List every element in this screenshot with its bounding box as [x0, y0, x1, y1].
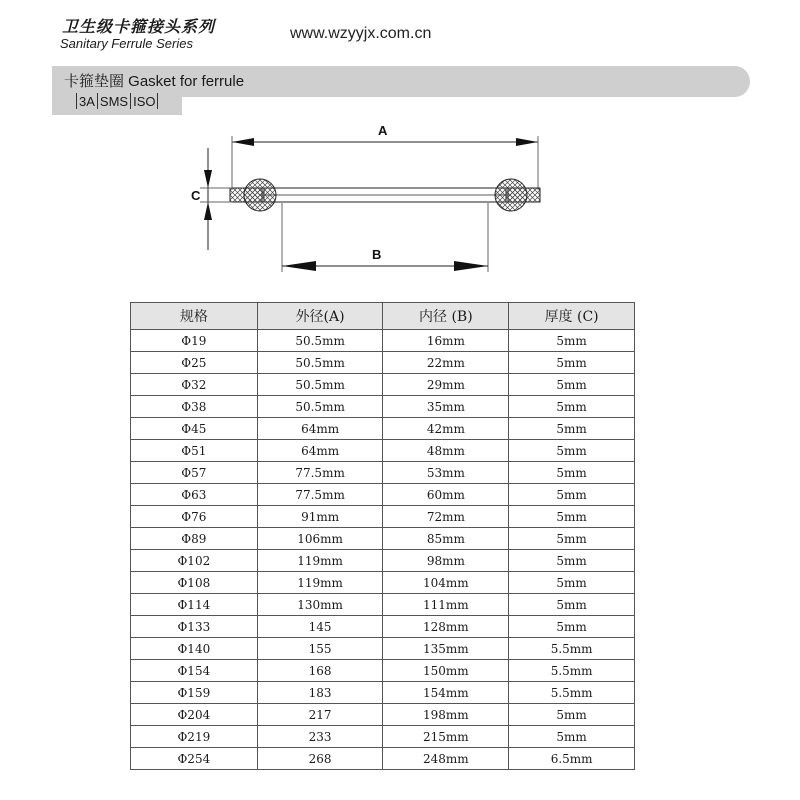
- cell-thickness: 5mm: [509, 594, 635, 616]
- cell-thickness: 5mm: [509, 550, 635, 572]
- cell-thickness: 5mm: [509, 484, 635, 506]
- cell-outer-diameter: 183: [257, 682, 383, 704]
- cell-inner-diameter: 150mm: [383, 660, 509, 682]
- cell-outer-diameter: 130mm: [257, 594, 383, 616]
- standard-iso: ISO: [133, 94, 156, 109]
- cell-thickness: 5mm: [509, 704, 635, 726]
- cell-outer-diameter: 217: [257, 704, 383, 726]
- cell-inner-diameter: 60mm: [383, 484, 509, 506]
- table-row: [131, 638, 635, 660]
- cell-thickness: 5mm: [509, 418, 635, 440]
- header-outer-diameter: 外径(A): [257, 303, 383, 330]
- standards-separator: [157, 93, 158, 109]
- header-thickness: 厚度 (C): [509, 303, 635, 330]
- cell-inner-diameter: 53mm: [383, 462, 509, 484]
- cell-outer-diameter: 77.5mm: [257, 462, 383, 484]
- cell-spec: Φ51: [131, 440, 258, 462]
- cell-outer-diameter: 64mm: [257, 418, 383, 440]
- cell-inner-diameter: 48mm: [383, 440, 509, 462]
- cell-inner-diameter: 98mm: [383, 550, 509, 572]
- table-row: [131, 330, 635, 352]
- brand-english-title: Sanitary Ferrule Series: [60, 36, 193, 51]
- header-spec: 规格: [131, 303, 258, 330]
- cell-thickness: 5.5mm: [509, 638, 635, 660]
- cell-spec: Φ154: [131, 660, 258, 682]
- cell-spec: Φ254: [131, 748, 258, 770]
- cell-outer-diameter: 145: [257, 616, 383, 638]
- dimension-c-label: C: [191, 188, 201, 203]
- brand-chinese-title: 卫生级卡箍接头系列: [62, 17, 216, 36]
- standards-list: [74, 93, 160, 109]
- cell-spec: Φ76: [131, 506, 258, 528]
- cell-spec: Φ133: [131, 616, 258, 638]
- dimension-a-arrow-left: [232, 138, 254, 146]
- table-row: [131, 440, 635, 462]
- table-row: [131, 374, 635, 396]
- table-row: [131, 572, 635, 594]
- cell-inner-diameter: 85mm: [383, 528, 509, 550]
- standard-sms: SMS: [99, 94, 129, 109]
- cell-thickness: 6.5mm: [509, 748, 635, 770]
- cell-thickness: 5mm: [509, 374, 635, 396]
- cell-thickness: 5mm: [509, 330, 635, 352]
- website-link[interactable]: www.wzyyjx.com.cn: [290, 25, 432, 42]
- table-row: [131, 616, 635, 638]
- table-row: [131, 726, 635, 748]
- table-row: [131, 484, 635, 506]
- cell-outer-diameter: 50.5mm: [257, 352, 383, 374]
- table-row: [131, 660, 635, 682]
- cell-spec: Φ32: [131, 374, 258, 396]
- cell-outer-diameter: 106mm: [257, 528, 383, 550]
- cell-thickness: 5mm: [509, 506, 635, 528]
- cell-spec: Φ19: [131, 330, 258, 352]
- section-title: 卡箍垫圈 Gasket for ferrule: [64, 73, 245, 90]
- cell-spec: Φ140: [131, 638, 258, 660]
- dimension-c-arrow-bottom: [204, 202, 212, 220]
- table-row: [131, 550, 635, 572]
- cell-spec: Φ102: [131, 550, 258, 572]
- cell-thickness: 5mm: [509, 726, 635, 748]
- cell-spec: Φ108: [131, 572, 258, 594]
- cell-spec: Φ57: [131, 462, 258, 484]
- dimension-c-arrow-top: [204, 170, 212, 188]
- gasket-right-bead: [495, 179, 527, 211]
- cell-spec: Φ89: [131, 528, 258, 550]
- cell-spec: Φ159: [131, 682, 258, 704]
- table-row: [131, 506, 635, 528]
- cell-inner-diameter: 22mm: [383, 352, 509, 374]
- dimension-b-label: B: [372, 247, 382, 262]
- cell-spec: Φ63: [131, 484, 258, 506]
- standard-3a: 3A: [79, 94, 95, 109]
- dimension-a-arrow-right: [516, 138, 538, 146]
- cell-thickness: 5.5mm: [509, 660, 635, 682]
- cell-outer-diameter: 233: [257, 726, 383, 748]
- table-row: [131, 528, 635, 550]
- cell-inner-diameter: 135mm: [383, 638, 509, 660]
- dimension-b-arrow-right: [454, 261, 488, 271]
- table-row: [131, 396, 635, 418]
- cell-outer-diameter: 268: [257, 748, 383, 770]
- header-inner-diameter: 内径 (B): [383, 303, 509, 330]
- cell-inner-diameter: 215mm: [383, 726, 509, 748]
- cell-inner-diameter: 154mm: [383, 682, 509, 704]
- cell-thickness: 5mm: [509, 462, 635, 484]
- cell-outer-diameter: 50.5mm: [257, 396, 383, 418]
- standards-separator: [76, 93, 77, 109]
- cell-inner-diameter: 16mm: [383, 330, 509, 352]
- cell-outer-diameter: 168: [257, 660, 383, 682]
- cell-thickness: 5mm: [509, 528, 635, 550]
- cell-spec: Φ114: [131, 594, 258, 616]
- table-body: [131, 330, 635, 770]
- table-row: [131, 418, 635, 440]
- table-header-row: [131, 303, 635, 330]
- table-row: [131, 352, 635, 374]
- gasket-spec-table: [130, 302, 635, 770]
- cell-inner-diameter: 104mm: [383, 572, 509, 594]
- cell-inner-diameter: 35mm: [383, 396, 509, 418]
- table-row: [131, 704, 635, 726]
- standards-separator: [97, 93, 98, 109]
- cell-outer-diameter: 155: [257, 638, 383, 660]
- cell-thickness: 5mm: [509, 440, 635, 462]
- cell-inner-diameter: 29mm: [383, 374, 509, 396]
- cell-inner-diameter: 111mm: [383, 594, 509, 616]
- table-row: [131, 682, 635, 704]
- cell-outer-diameter: 50.5mm: [257, 374, 383, 396]
- standards-separator: [130, 93, 131, 109]
- table-row: [131, 748, 635, 770]
- cell-spec: Φ25: [131, 352, 258, 374]
- cell-thickness: 5mm: [509, 396, 635, 418]
- cell-thickness: 5mm: [509, 352, 635, 374]
- dimension-a-label: A: [378, 123, 388, 138]
- cell-thickness: 5mm: [509, 572, 635, 594]
- cell-thickness: 5.5mm: [509, 682, 635, 704]
- cell-outer-diameter: 119mm: [257, 550, 383, 572]
- cell-outer-diameter: 91mm: [257, 506, 383, 528]
- cell-spec: Φ204: [131, 704, 258, 726]
- table-row: [131, 594, 635, 616]
- cell-outer-diameter: 50.5mm: [257, 330, 383, 352]
- cell-spec: Φ45: [131, 418, 258, 440]
- cell-thickness: 5mm: [509, 616, 635, 638]
- cell-outer-diameter: 77.5mm: [257, 484, 383, 506]
- cell-inner-diameter: 72mm: [383, 506, 509, 528]
- cell-inner-diameter: 42mm: [383, 418, 509, 440]
- cell-outer-diameter: 119mm: [257, 572, 383, 594]
- cell-spec: Φ219: [131, 726, 258, 748]
- dimension-b-arrow-left: [282, 261, 316, 271]
- table-row: [131, 462, 635, 484]
- cell-inner-diameter: 248mm: [383, 748, 509, 770]
- gasket-diagram: [180, 118, 560, 278]
- cell-spec: Φ38: [131, 396, 258, 418]
- cell-inner-diameter: 128mm: [383, 616, 509, 638]
- cell-outer-diameter: 64mm: [257, 440, 383, 462]
- cell-inner-diameter: 198mm: [383, 704, 509, 726]
- gasket-left-bead: [244, 179, 276, 211]
